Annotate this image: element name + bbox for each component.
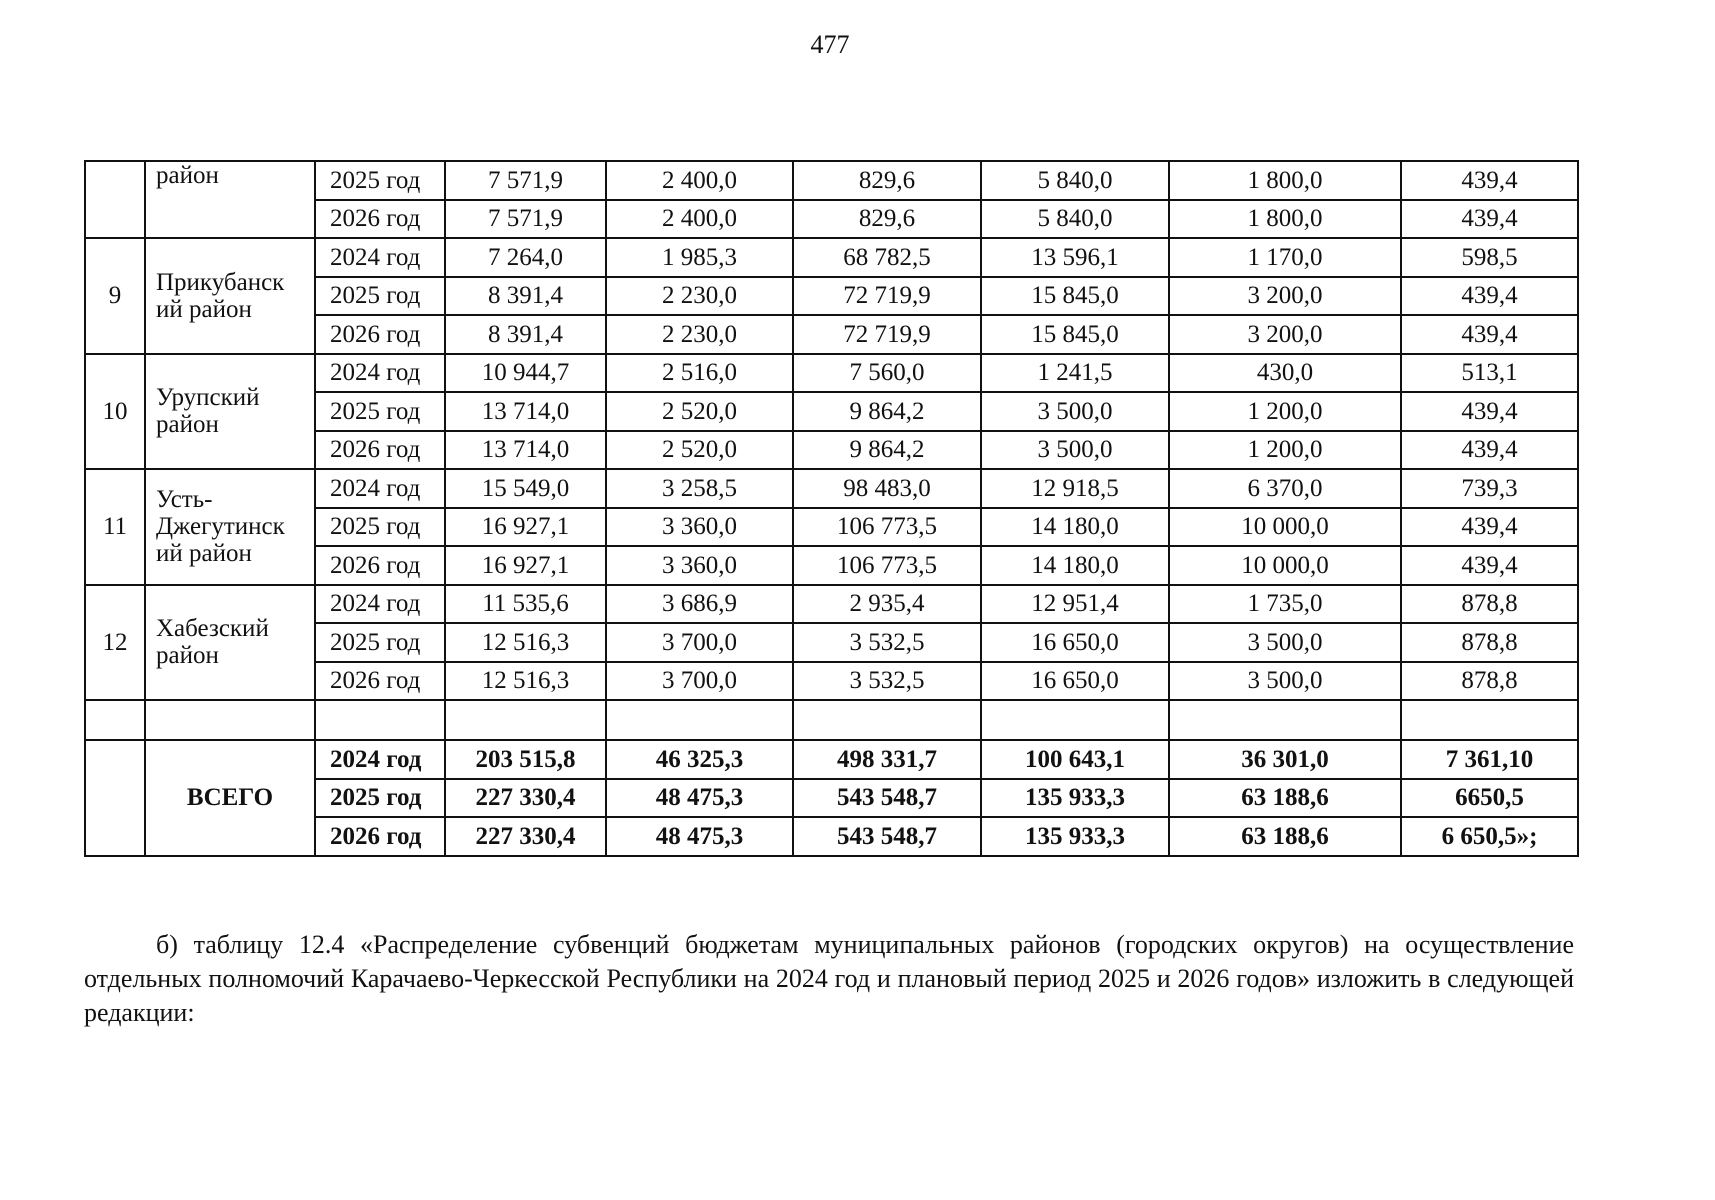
value-cell: 98 483,0 [793,469,981,508]
value-cell: 1 800,0 [1169,161,1401,200]
value-cell: 1 200,0 [1169,431,1401,470]
subvention-table [84,160,1579,857]
total-value-cell: 6 650,5»; [1401,817,1578,856]
empty-cell [85,700,145,740]
district-name-cell: Прикубанск ий район [145,238,315,354]
value-cell: 12 516,3 [445,662,606,701]
year-cell: 2025 год [315,623,445,662]
value-cell: 106 773,5 [793,508,981,547]
district-name-cell: Урупский район [145,354,315,470]
total-value-cell: 48 475,3 [606,779,793,818]
total-value-cell: 227 330,4 [445,817,606,856]
value-cell: 16 650,0 [981,662,1169,701]
value-cell: 12 918,5 [981,469,1169,508]
value-cell: 878,8 [1401,662,1578,701]
table-row [85,469,1578,508]
value-cell: 9 864,2 [793,392,981,431]
table-row [85,585,1578,624]
value-cell: 1 800,0 [1169,200,1401,239]
empty-row [85,700,1578,740]
value-cell: 10 944,7 [445,354,606,393]
value-cell: 3 360,0 [606,546,793,585]
value-cell: 8 391,4 [445,315,606,354]
value-cell: 2 935,4 [793,585,981,624]
value-cell: 13 714,0 [445,431,606,470]
value-cell: 3 258,5 [606,469,793,508]
value-cell: 10 000,0 [1169,508,1401,547]
value-cell: 10 000,0 [1169,546,1401,585]
value-cell: 7 571,9 [445,200,606,239]
value-cell: 3 360,0 [606,508,793,547]
table-row [85,354,1578,393]
value-cell: 13 714,0 [445,392,606,431]
value-cell: 72 719,9 [793,315,981,354]
year-cell: 2025 год [315,508,445,547]
page-number: 477 [810,30,850,59]
value-cell: 829,6 [793,161,981,200]
row-number-cell [85,161,145,238]
value-cell: 2 516,0 [606,354,793,393]
value-cell: 68 782,5 [793,238,981,277]
value-cell: 3 532,5 [793,662,981,701]
value-cell: 5 840,0 [981,200,1169,239]
value-cell: 3 500,0 [981,392,1169,431]
empty-cell [315,700,445,740]
value-cell: 12 516,3 [445,623,606,662]
value-cell: 16 650,0 [981,623,1169,662]
total-number-cell [85,740,145,856]
value-cell: 2 520,0 [606,431,793,470]
year-cell: 2024 год [315,469,445,508]
empty-cell [445,700,606,740]
table-row [85,161,1578,200]
total-value-cell: 543 548,7 [793,817,981,856]
value-cell: 439,4 [1401,277,1578,316]
total-value-cell: 203 515,8 [445,740,606,779]
table-row [85,238,1578,277]
total-value-cell: 63 188,6 [1169,817,1401,856]
value-cell: 3 700,0 [606,623,793,662]
year-cell: 2026 год [315,817,445,856]
value-cell: 3 500,0 [981,431,1169,470]
value-cell: 7 264,0 [445,238,606,277]
total-label-cell: ВСЕГО [145,740,315,856]
value-cell: 14 180,0 [981,508,1169,547]
total-value-cell: 135 933,3 [981,817,1169,856]
value-cell: 16 927,1 [445,546,606,585]
total-value-cell: 227 330,4 [445,779,606,818]
empty-cell [1169,700,1401,740]
year-cell: 2024 год [315,354,445,393]
year-cell: 2025 год [315,392,445,431]
table-body [85,161,1578,856]
value-cell: 15 549,0 [445,469,606,508]
value-cell: 739,3 [1401,469,1578,508]
value-cell: 7 571,9 [445,161,606,200]
row-number-cell: 10 [85,354,145,470]
empty-cell [1401,700,1578,740]
value-cell: 439,4 [1401,392,1578,431]
empty-cell [793,700,981,740]
value-cell: 2 400,0 [606,200,793,239]
total-value-cell: 498 331,7 [793,740,981,779]
year-cell: 2026 год [315,546,445,585]
value-cell: 1 735,0 [1169,585,1401,624]
year-cell: 2025 год [315,277,445,316]
year-cell: 2024 год [315,740,445,779]
value-cell: 72 719,9 [793,277,981,316]
value-cell: 6 370,0 [1169,469,1401,508]
value-cell: 3 700,0 [606,662,793,701]
value-cell: 1 200,0 [1169,392,1401,431]
total-value-cell: 63 188,6 [1169,779,1401,818]
total-value-cell: 135 933,3 [981,779,1169,818]
district-name-cell: Хабезский район [145,585,315,701]
total-value-cell: 100 643,1 [981,740,1169,779]
district-name-cell: Усть-Джегутинск ий район [145,469,315,585]
value-cell: 878,8 [1401,585,1578,624]
empty-cell [145,700,315,740]
value-cell: 1 241,5 [981,354,1169,393]
value-cell: 5 840,0 [981,161,1169,200]
value-cell: 439,4 [1401,546,1578,585]
value-cell: 439,4 [1401,161,1578,200]
row-number-cell: 9 [85,238,145,354]
value-cell: 16 927,1 [445,508,606,547]
value-cell: 3 500,0 [1169,662,1401,701]
value-cell: 439,4 [1401,431,1578,470]
value-cell: 8 391,4 [445,277,606,316]
value-cell: 11 535,6 [445,585,606,624]
row-number-cell: 12 [85,585,145,701]
value-cell: 430,0 [1169,354,1401,393]
year-cell: 2026 год [315,200,445,239]
value-cell: 2 520,0 [606,392,793,431]
value-cell: 106 773,5 [793,546,981,585]
value-cell: 2 230,0 [606,315,793,354]
value-cell: 3 532,5 [793,623,981,662]
value-cell: 3 200,0 [1169,315,1401,354]
value-cell: 12 951,4 [981,585,1169,624]
total-value-cell: 36 301,0 [1169,740,1401,779]
year-cell: 2026 год [315,315,445,354]
value-cell: 513,1 [1401,354,1578,393]
value-cell: 439,4 [1401,315,1578,354]
total-value-cell: 7 361,10 [1401,740,1578,779]
year-cell: 2026 год [315,431,445,470]
value-cell: 2 400,0 [606,161,793,200]
year-cell: 2024 год [315,238,445,277]
value-cell: 14 180,0 [981,546,1169,585]
value-cell: 15 845,0 [981,315,1169,354]
total-value-cell: 543 548,7 [793,779,981,818]
row-number-cell: 11 [85,469,145,585]
total-row [85,740,1578,779]
value-cell: 3 500,0 [1169,623,1401,662]
year-cell: 2025 год [315,779,445,818]
value-cell: 3 686,9 [606,585,793,624]
district-name-cell: район [145,161,315,238]
body-paragraph: б) таблицу 12.4 «Распределение субвенций бюджетам муниципальных районов (городских округов) на осуществление отдельных полномочий Карачаево-Черкесской Республики на 2024 год и плановый период 2025 и 2026 годов» изложить в следующей редакции: [84,930,1574,1027]
total-value-cell: 48 475,3 [606,817,793,856]
total-value-cell: 6650,5 [1401,779,1578,818]
value-cell: 878,8 [1401,623,1578,662]
value-cell: 13 596,1 [981,238,1169,277]
year-cell: 2025 год [315,161,445,200]
value-cell: 15 845,0 [981,277,1169,316]
empty-cell [606,700,793,740]
year-cell: 2026 год [315,662,445,701]
value-cell: 3 200,0 [1169,277,1401,316]
value-cell: 439,4 [1401,508,1578,547]
value-cell: 2 230,0 [606,277,793,316]
empty-cell [981,700,1169,740]
value-cell: 9 864,2 [793,431,981,470]
value-cell: 439,4 [1401,200,1578,239]
value-cell: 1 985,3 [606,238,793,277]
total-value-cell: 46 325,3 [606,740,793,779]
value-cell: 598,5 [1401,238,1578,277]
value-cell: 829,6 [793,200,981,239]
year-cell: 2024 год [315,585,445,624]
value-cell: 1 170,0 [1169,238,1401,277]
value-cell: 7 560,0 [793,354,981,393]
